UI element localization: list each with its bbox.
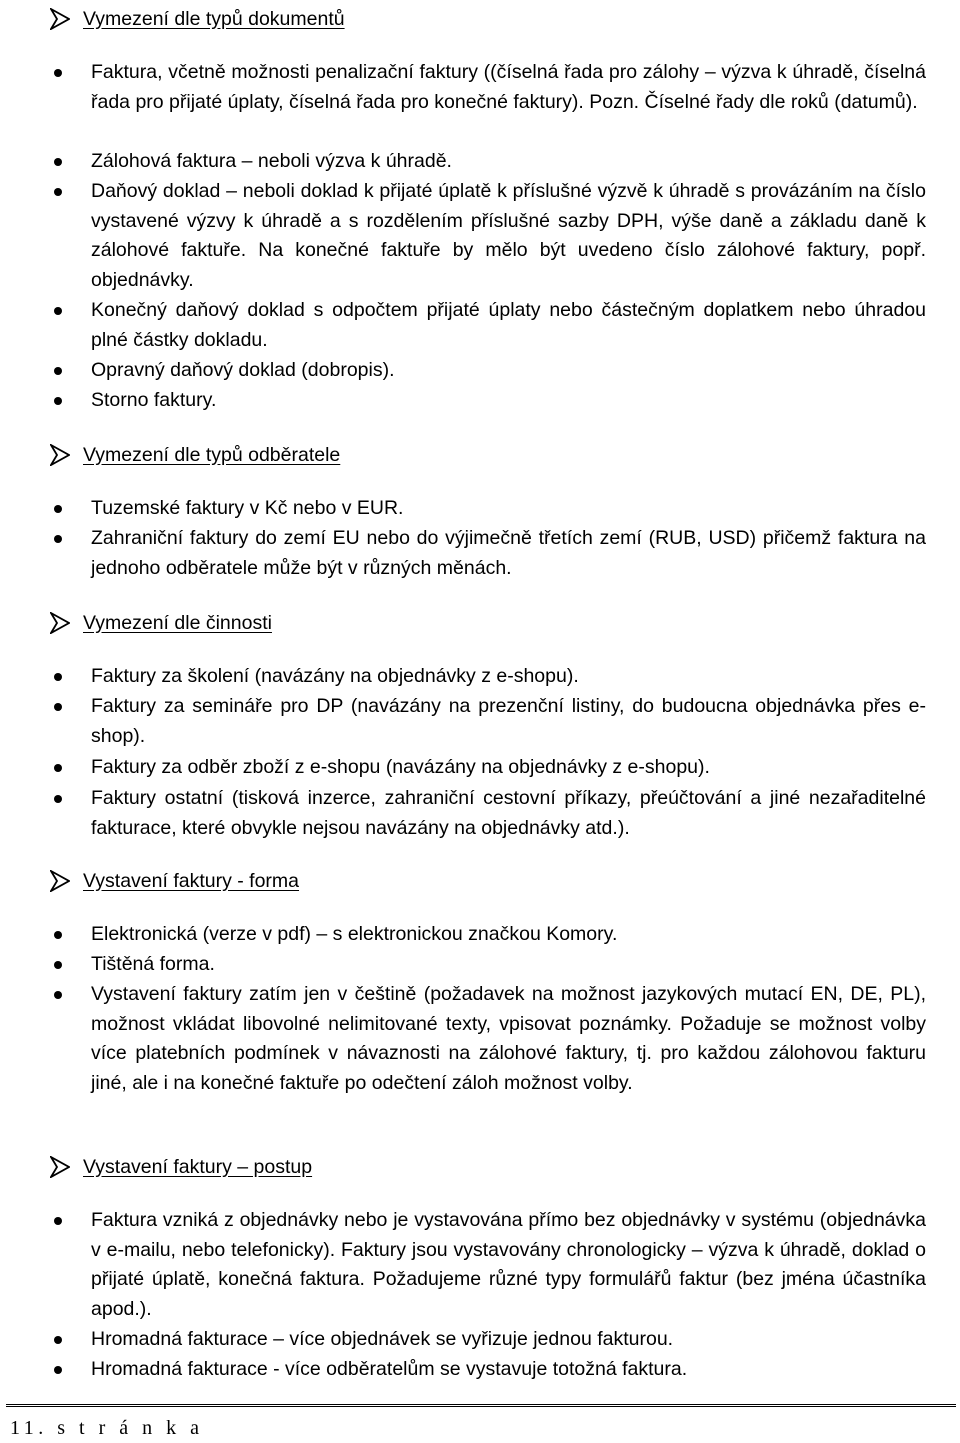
bullet-icon [54, 1217, 62, 1225]
bullet-icon [54, 1366, 62, 1374]
list-item-text: Faktury za školení (navázány na objednávky z e-shopu). [91, 665, 579, 687]
list-item [54, 753, 926, 783]
list-item-text: Vystavení faktury zatím jen v češtině (požadavek na možnost jazykových mutací EN, DE, PL), možnost vkládat libovolné nelimitované texty, vpisovat poznámky. Požaduje se možnost volby více platebních podmínek v návaznosti na zálohové faktury, tj. pro každou zálohovou fakturu jiné, ale i na konečné faktuře po odečtení záloh možnost volby. [91, 983, 926, 1094]
arrow-bullet-icon [50, 8, 70, 30]
list-item-text: Hromadná fakturace – více objednávek se vyřizuje jednou fakturou. [91, 1328, 674, 1350]
list-item-text: Elektronická (verze v pdf) – s elektronickou značkou Komory. [91, 923, 618, 945]
list-item [54, 524, 926, 583]
list-item-text: Zahraniční faktury do zemí EU nebo do výjimečně třetích zemí (RUB, USD) přičemž faktura na jednoho odběratele může být v různých měnách. [91, 527, 926, 579]
bullet-icon [54, 795, 62, 803]
bullet-icon [54, 764, 62, 772]
list-item-text: Faktura vzniká z objednávky nebo je vystavována přímo bez objednávky v systému (objednávka v e-mailu, nebo telefonicky). Faktury jsou vystavovány chronologicky – výzva k úhradě, doklad o přijaté úplatě, konečná faktura. Požadujeme různé typy formulářů faktur (bez jména účastníka apod.). [91, 1209, 926, 1320]
list-item-text: Daňový doklad – neboli doklad k přijaté úplatě k příslušné výzvě k úhradě s provázáním na číslo vystavené výzvy k úhradě a s rozdělením příslušné sazby DPH, výše daně a základu daně k zálohové faktuře. Na konečné faktuře by mělo být uvedeno číslo zálohové faktury, popř. objednávky. [91, 180, 926, 291]
section-heading-text: Vymezení dle typů odběratele [83, 443, 341, 466]
list-item-text: Faktura, včetně možnosti penalizační faktury ((číselná řada pro zálohy – výzva k úhradě, číselná řada pro přijaté úplaty, číselná řada pro konečné faktury). Pozn. Číselné řady dle roků (datumů). [91, 61, 926, 113]
list-item [54, 692, 926, 751]
bullet-icon [54, 505, 62, 513]
list-item-text: Faktury za odběr zboží z e-shopu (navázány na objednávky z e-shopu). [91, 756, 710, 778]
list-item-text: Hromadná fakturace - více odběratelům se vystavuje totožná faktura. [91, 1358, 688, 1380]
footer-divider [6, 1404, 956, 1407]
list-item [54, 1206, 926, 1324]
bullet-icon [54, 991, 62, 999]
list-item [54, 1355, 926, 1385]
list-item-text: Faktury ostatní (tisková inzerce, zahraniční cestovní příkazy, přeúčtování a jiné nezařaditelné fakturace, které obvykle nejsou navázány na objednávky atd.). [91, 787, 926, 839]
list-item [54, 1325, 926, 1355]
arrow-bullet-icon [50, 444, 70, 466]
list-item-text: Zálohová faktura – neboli výzva k úhradě. [91, 150, 452, 172]
arrow-bullet-icon [50, 1156, 70, 1178]
bullet-icon [54, 158, 62, 166]
bullet-icon [54, 188, 62, 196]
section-heading [50, 1152, 312, 1182]
list-item [54, 920, 926, 950]
list-item-text: Tuzemské faktury v Kč nebo v EUR. [91, 497, 404, 519]
bullet-icon [54, 703, 62, 711]
bullet-icon [54, 535, 62, 543]
section-heading [50, 866, 299, 896]
section-heading [50, 4, 345, 34]
bullet-icon [54, 307, 62, 315]
list-item-text: Tištěná forma. [91, 953, 215, 975]
arrow-bullet-icon [50, 612, 70, 634]
list-item [54, 58, 926, 117]
list-item-text: Faktury za semináře pro DP (navázány na prezenční listiny, do budoucna objednávka přes e-shop). [91, 695, 926, 747]
section-heading-text: Vystavení faktury – postup [83, 1155, 313, 1178]
section-heading [50, 440, 340, 470]
section-heading [50, 608, 272, 638]
list-item-text: Konečný daňový doklad s odpočtem přijaté úplaty nebo částečným doplatkem nebo úhradou plné částky dokladu. [91, 299, 926, 351]
arrow-bullet-icon [50, 870, 70, 892]
section-heading-text: Vystavení faktury - forma [83, 869, 300, 892]
bullet-icon [54, 397, 62, 405]
list-item [54, 147, 926, 177]
section-heading-text: Vymezení dle typů dokumentů [83, 7, 345, 30]
section-heading-text: Vymezení dle činnosti [83, 611, 272, 634]
list-item [54, 784, 926, 843]
bullet-icon [54, 367, 62, 375]
list-item [54, 662, 926, 692]
bullet-icon [54, 931, 62, 939]
list-item [54, 494, 926, 524]
list-item [54, 356, 926, 386]
list-item [54, 177, 926, 295]
list-item [54, 950, 926, 980]
bullet-icon [54, 961, 62, 969]
list-item-text: Opravný daňový doklad (dobropis). [91, 359, 395, 381]
bullet-icon [54, 69, 62, 77]
list-item-text: Storno faktury. [91, 389, 217, 411]
bullet-icon [54, 673, 62, 681]
bullet-icon [54, 1336, 62, 1344]
list-item [54, 980, 926, 1098]
list-item [54, 386, 926, 416]
page-number: 11. s t r á n k a [10, 1417, 204, 1439]
list-item [54, 296, 926, 355]
